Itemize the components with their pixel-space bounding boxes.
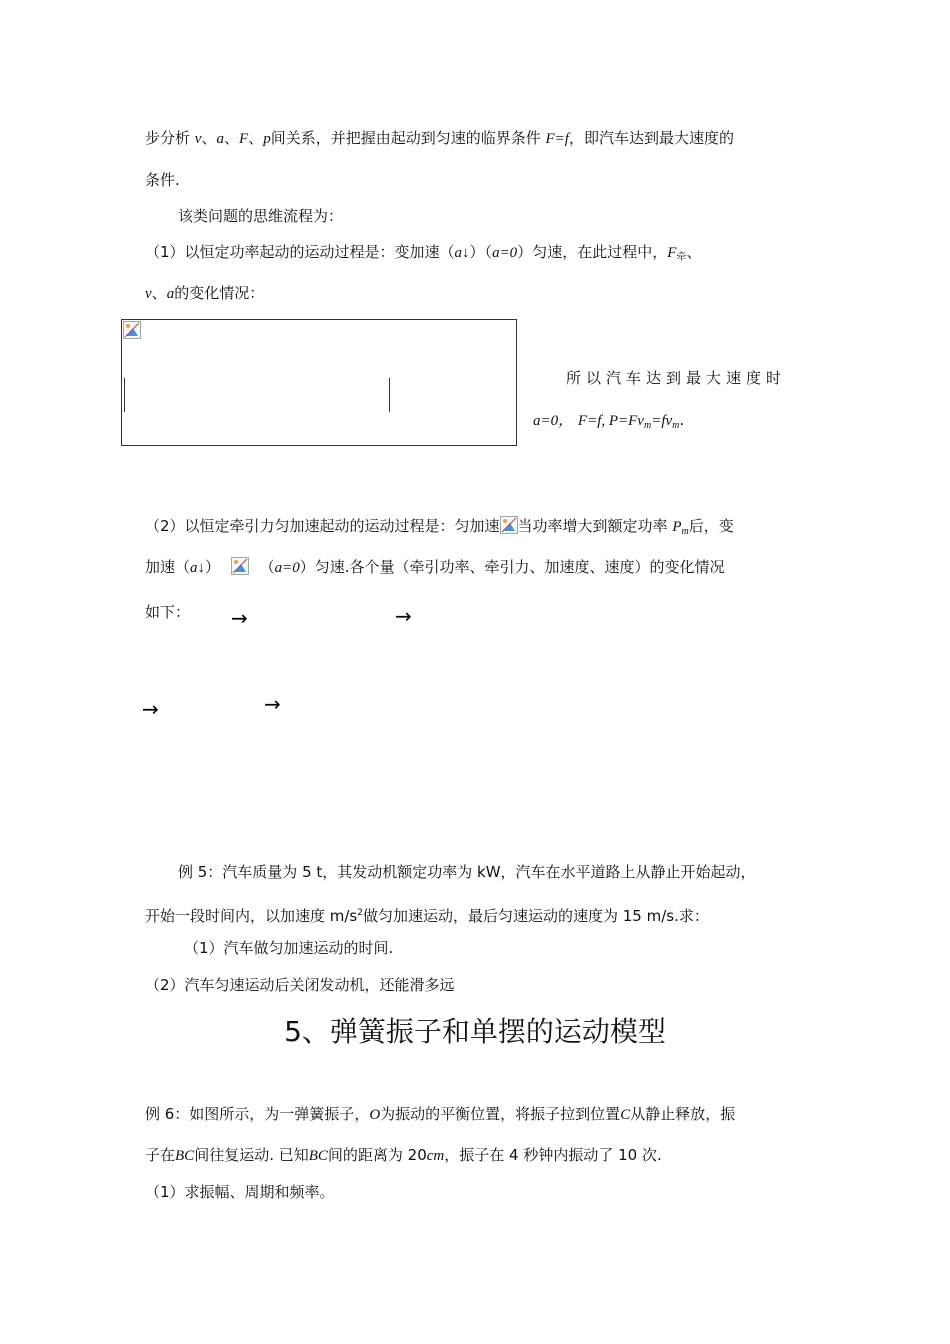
a-zero: a=0， xyxy=(533,413,574,429)
sep: 、 xyxy=(223,129,239,147)
subscript: 牵 xyxy=(676,252,687,263)
text: （1）汽车做匀加速运动的时间. xyxy=(184,939,394,957)
sep: 、 xyxy=(151,284,167,302)
text: 子在 xyxy=(145,1146,176,1164)
divider-line xyxy=(124,378,125,412)
text: （ xyxy=(259,558,275,576)
section-heading: 5、弹簧振子和单摆的运动模型 xyxy=(284,1015,666,1048)
text: 间的距离为 20 xyxy=(327,1146,427,1164)
arrow-icon: → xyxy=(395,604,412,628)
text: （2）汽车匀速运动后关闭发动机，还能滑多远 xyxy=(145,976,455,994)
a-zero: a=0 xyxy=(274,560,300,576)
formula: F=f, P=Fv xyxy=(577,413,644,429)
case1-line xyxy=(145,242,701,268)
broken-image-icon xyxy=(500,516,518,534)
text: 为振动的平衡位置，将振子拉到位置 xyxy=(380,1105,621,1123)
text: ）匀速.各个量（牵引功率、牵引力、加速度、速度）的变化情况 xyxy=(299,558,725,576)
var-F: F xyxy=(239,131,249,147)
example5-question xyxy=(184,938,393,958)
var-BC: BC xyxy=(308,1148,328,1164)
var-v: v xyxy=(194,131,202,147)
text: 所以汽车达到最大速度时 xyxy=(566,369,787,387)
text: 条件. xyxy=(145,171,180,189)
text: 加速（ xyxy=(145,558,191,576)
text: 、 xyxy=(686,243,702,261)
example6-line xyxy=(145,1145,662,1166)
sep: 、 xyxy=(201,129,217,147)
example5-line xyxy=(178,862,756,882)
example5-question xyxy=(145,975,455,995)
var-p: p xyxy=(263,131,271,147)
text: 间关系，并把握由起动到匀速的临界条件 xyxy=(270,129,541,147)
text: 后，变 xyxy=(688,517,734,535)
text: ）（ xyxy=(469,243,493,261)
text: （1）以恒定功率起动的运动过程是：变加速（ xyxy=(145,243,455,261)
text: 当功率增大到额定功率 xyxy=(517,517,668,535)
text: 做匀加速运动，最后匀速运动的速度为 15 m/s.求： xyxy=(362,907,709,925)
case2-line xyxy=(145,602,190,622)
text: 间往复运动. 已知 xyxy=(194,1146,309,1164)
text: ） xyxy=(205,558,221,576)
divider-line xyxy=(389,378,390,412)
var-P: P xyxy=(672,519,682,535)
text: 如下： xyxy=(145,603,191,621)
var-a: a xyxy=(166,286,175,302)
arrow-icon: → xyxy=(231,606,248,630)
text: 开始一段时间内，以加速度 m/s xyxy=(145,907,358,925)
example5-line xyxy=(145,903,709,926)
side-note-line xyxy=(533,410,684,436)
formula: =fv xyxy=(651,413,673,429)
text: 该类问题的思维流程为： xyxy=(178,207,344,225)
subscript: m xyxy=(681,526,689,537)
text: （1）求振幅、周期和频率。 xyxy=(145,1183,335,1201)
var-F: F xyxy=(667,245,677,261)
text: 从静止释放，振 xyxy=(630,1105,736,1123)
text: ，即汽车达到最大速度的 xyxy=(568,129,734,147)
text: ，振子在 4 秒钟内振动了 10 次. xyxy=(444,1146,662,1164)
a-decreasing: a↓ xyxy=(454,245,470,261)
text: 例 5：汽车质量为 5 t，其发动机额定功率为 kW，汽车在水平道路上从静止开始起动， xyxy=(178,863,756,881)
text: （2）以恒定牵引力匀加速起动的运动过程是：匀加速 xyxy=(145,517,500,535)
text: . xyxy=(679,411,685,429)
figure-frame xyxy=(121,319,517,446)
var-C: C xyxy=(620,1107,631,1123)
subscript: m xyxy=(643,420,652,431)
paragraph-line xyxy=(145,170,180,190)
case2-line xyxy=(145,557,725,578)
text: 步分析 xyxy=(145,129,191,147)
side-note-line xyxy=(566,368,786,388)
broken-image-icon xyxy=(123,321,141,339)
broken-image-icon xyxy=(231,557,249,575)
condition-F-eq-f: F=f xyxy=(545,131,569,147)
superscript: 2 xyxy=(357,908,363,918)
example6-question xyxy=(145,1182,335,1202)
var-BC: BC xyxy=(175,1148,195,1164)
a-decreasing: a↓ xyxy=(190,560,206,576)
case1-line xyxy=(145,283,264,304)
paragraph-line xyxy=(145,128,734,149)
sep: 、 xyxy=(248,129,264,147)
text: 的变化情况： xyxy=(174,284,265,302)
arrow-icon: → xyxy=(264,692,281,716)
var-a: a xyxy=(216,131,224,147)
unit-cm: cm xyxy=(426,1148,445,1164)
subscript: m xyxy=(672,420,680,431)
text: 例 6：如图所示，为一弹簧振子， xyxy=(145,1105,370,1123)
case2-line xyxy=(145,516,734,542)
var-O: O xyxy=(369,1107,381,1123)
flow-intro xyxy=(178,206,343,226)
arrow-icon: → xyxy=(142,697,159,721)
example6-line xyxy=(145,1104,735,1125)
a-zero: a=0 xyxy=(492,245,518,261)
text: ）匀速，在此过程中， xyxy=(517,243,668,261)
var-v: v xyxy=(145,286,152,302)
